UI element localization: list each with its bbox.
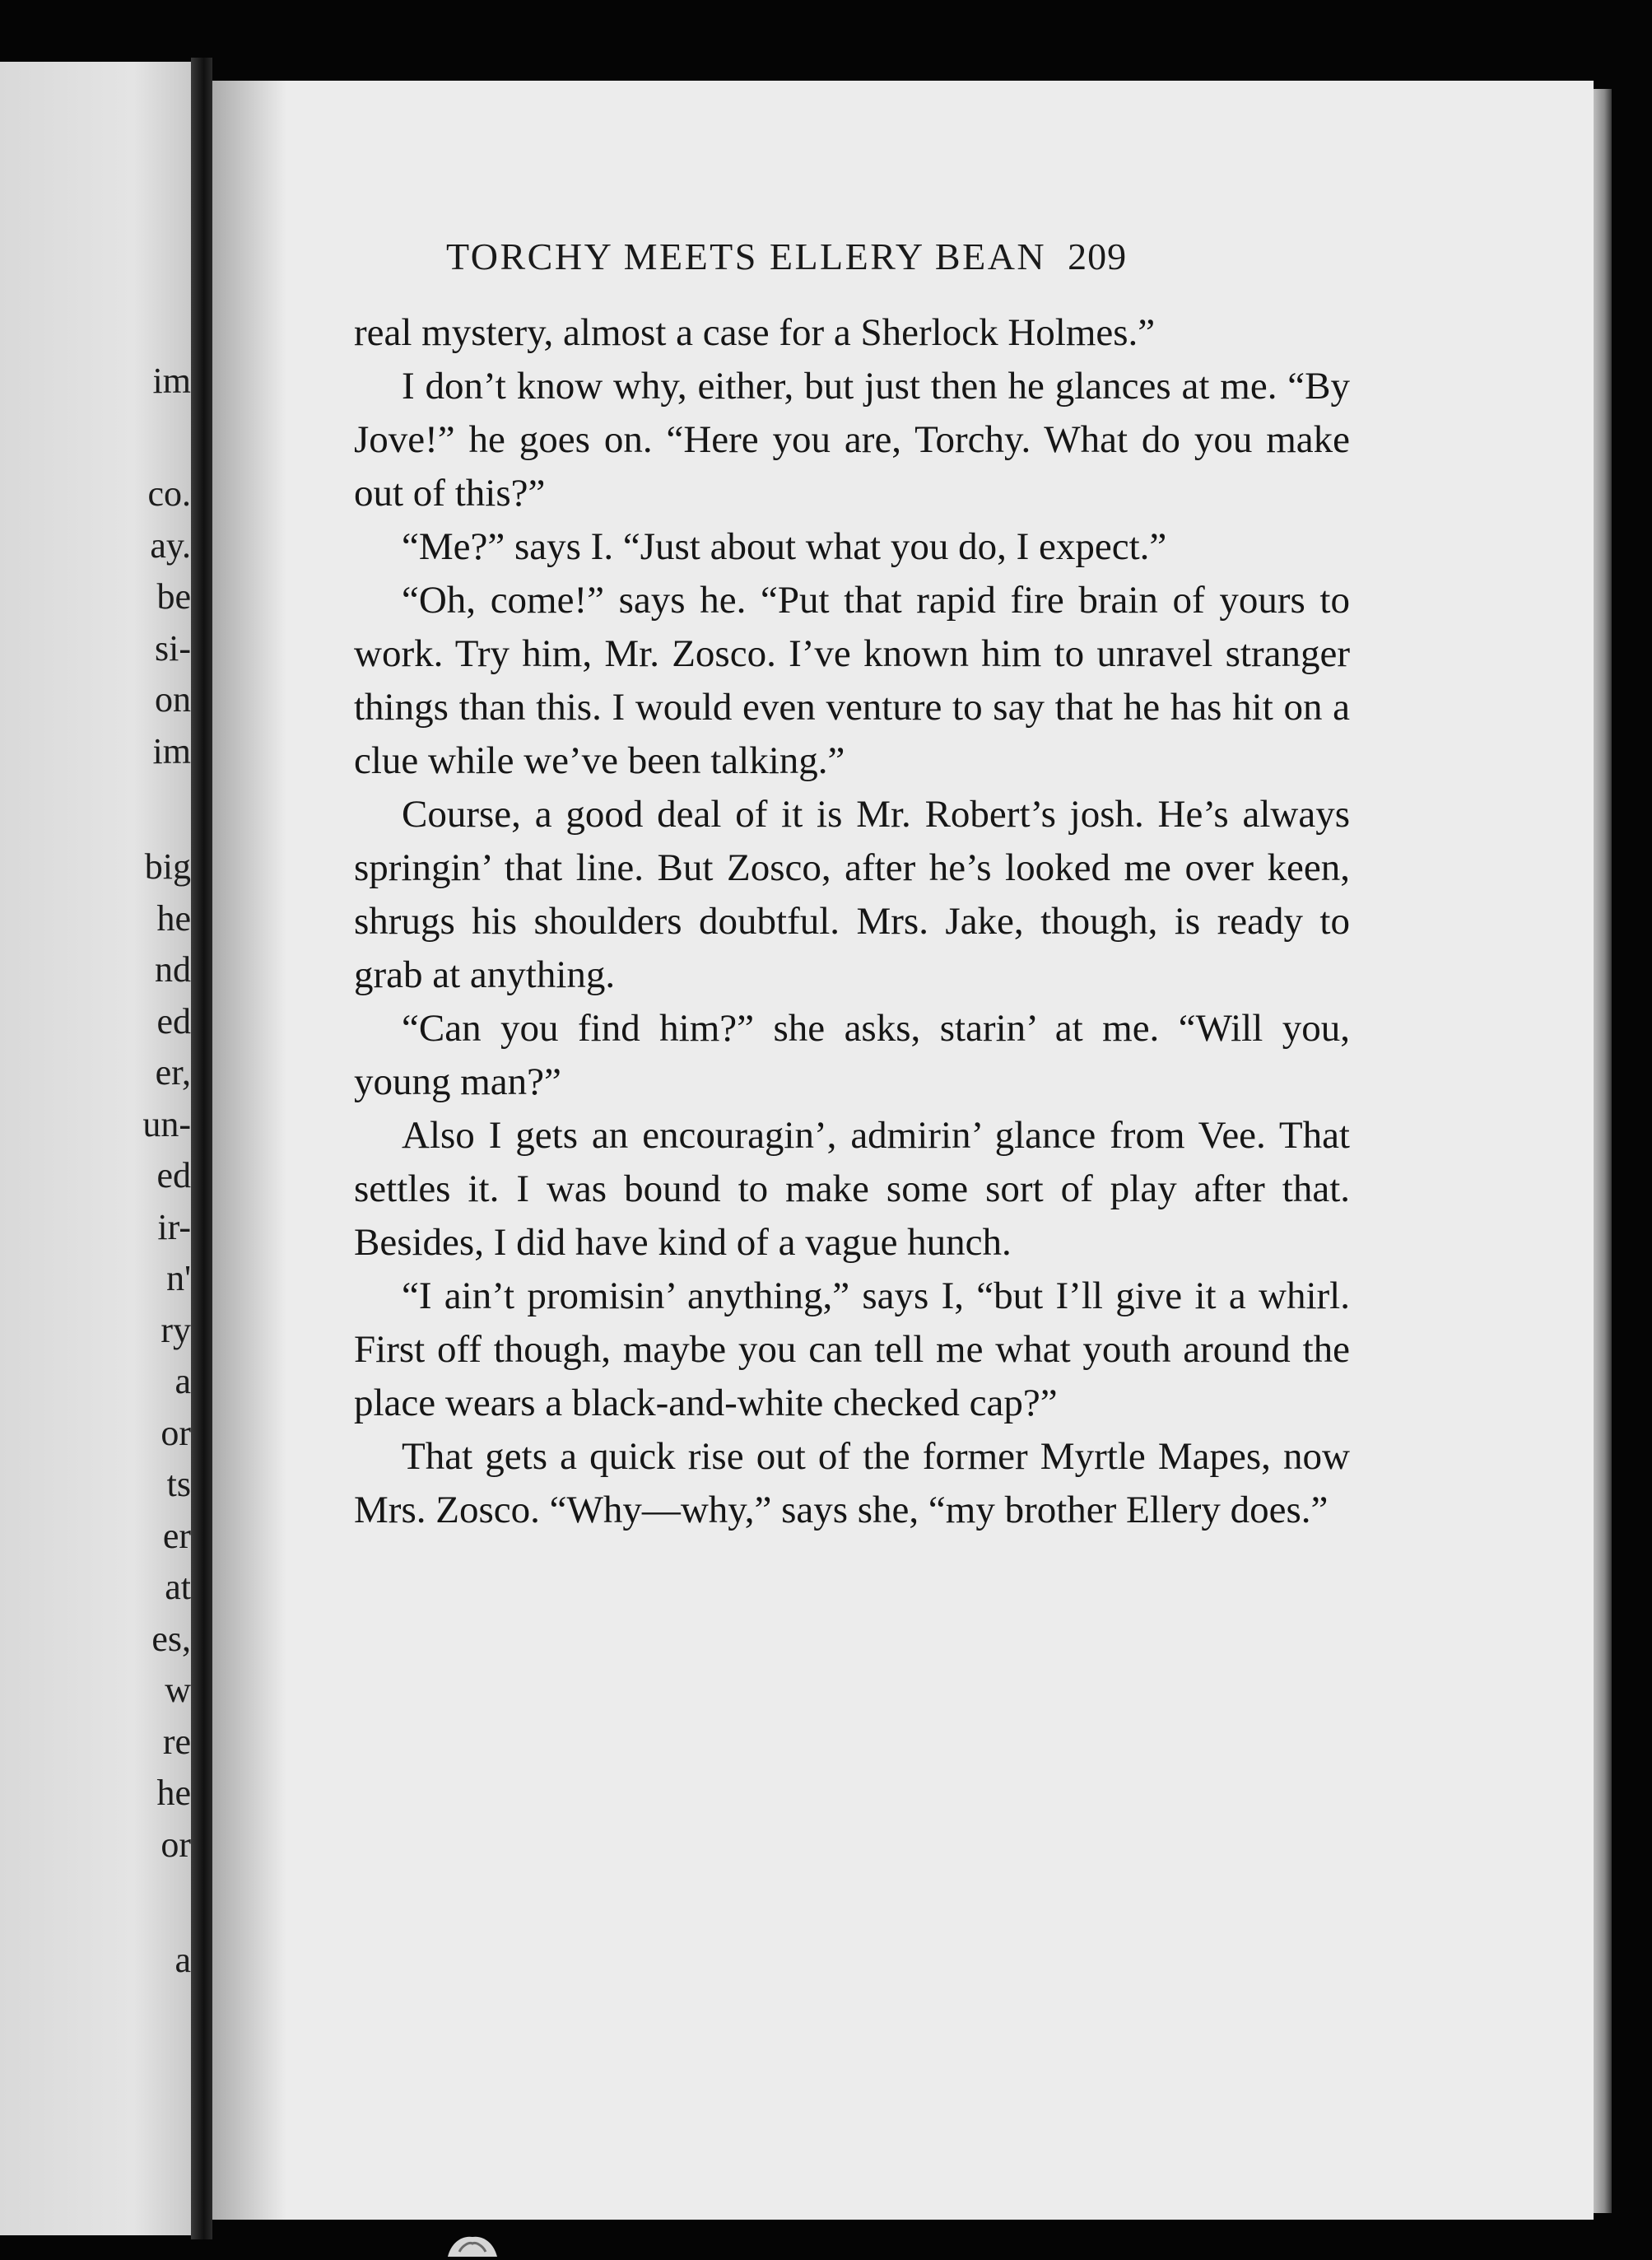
paragraph: That gets a quick rise out of the former Myrtle Mapes, now Mrs. Zosco. “Why—why,” says she, “my brother Ellery does.” [354, 1435, 1350, 1531]
fragment-line: at [165, 1567, 191, 1607]
fragment-line: ed [156, 1001, 191, 1041]
fragment-line: w [165, 1670, 191, 1710]
chapter-title: TORCHY MEETS ELLERY BEAN [446, 235, 1047, 277]
fragment-line: a [175, 1361, 191, 1401]
fragment-line: ts [166, 1464, 191, 1504]
fragment-line: a [175, 1940, 191, 1980]
fragment-line: or [161, 1824, 191, 1865]
previous-page-edge [0, 62, 191, 2235]
paragraph: “I ain’t promisin’ anything,” says I, “but I’ll give it a whirl. First off though, maybe you can tell me what youth around the place wears a black-and-white checked cap?” [354, 1274, 1350, 1424]
paragraph: “Can you find him?” she asks, starin’ at me. “Will you, young man?” [354, 1007, 1350, 1103]
fragment-line: or [161, 1413, 191, 1453]
fragment-line: im [152, 361, 191, 401]
page-number: 209 [1068, 235, 1128, 277]
fragment-line: ir- [157, 1207, 191, 1247]
fragment-line: es, [151, 1619, 191, 1659]
fragment-line: er, [155, 1052, 191, 1093]
paragraph: Course, a good deal of it is Mr. Robert’s josh. He’s always springin’ that line. But Zosco, after he’s looked me over keen, shrugs his shoulders doubtful. Mrs. Jake, though, is ready to grab at anything. [354, 793, 1350, 996]
ornament-icon [440, 2227, 505, 2260]
fragment-line: be [156, 576, 191, 617]
running-head [446, 234, 1352, 280]
paragraph: “Me?” says I. “Just about what you do, I expect.” [402, 525, 1167, 568]
fragment-line: un- [142, 1104, 191, 1144]
page-edge [1594, 89, 1612, 2213]
paragraph: “Oh, come!” says he. “Put that rapid fire brain of yours to work. Try him, Mr. Zosco. I’ve known him to unravel stranger things than this. I would even venture to say that he has hit on a clue while we’ve been talking.” [354, 579, 1350, 782]
fragment-line: ay. [150, 525, 191, 566]
fragment-line: on [155, 679, 191, 720]
gutter-shadow [212, 81, 286, 2220]
fragment-line: co. [147, 473, 191, 514]
fragment-line: im [152, 731, 191, 771]
paragraph: Also I gets an encouragin’, admirin’ glance from Vee. That settles it. I was bound to make some sort of play after that. Besides, I did have kind of a vague hunch. [354, 1114, 1350, 1264]
fragment-line: si- [155, 628, 191, 669]
fragment-line: he [156, 1773, 191, 1813]
paragraph: I don’t know why, either, but just then he glances at me. “By Jove!” he goes on. “Here you are, Torchy. What do you make out of this?” [354, 365, 1350, 515]
fragment-line: ed [156, 1155, 191, 1195]
book-gutter [191, 58, 212, 2239]
paragraph: real mystery, almost a case for a Sherlock Holmes.” [354, 311, 1156, 354]
fragment-line: re [162, 1722, 191, 1762]
fragment-line: big [144, 846, 191, 887]
body-text [354, 306, 1350, 1537]
fragment-line: ry [161, 1310, 191, 1350]
fragment-line: he [156, 898, 191, 939]
fragment-line: nd [155, 949, 191, 990]
fragment-line: er [162, 1516, 191, 1556]
fragment-line: n' [166, 1258, 191, 1298]
